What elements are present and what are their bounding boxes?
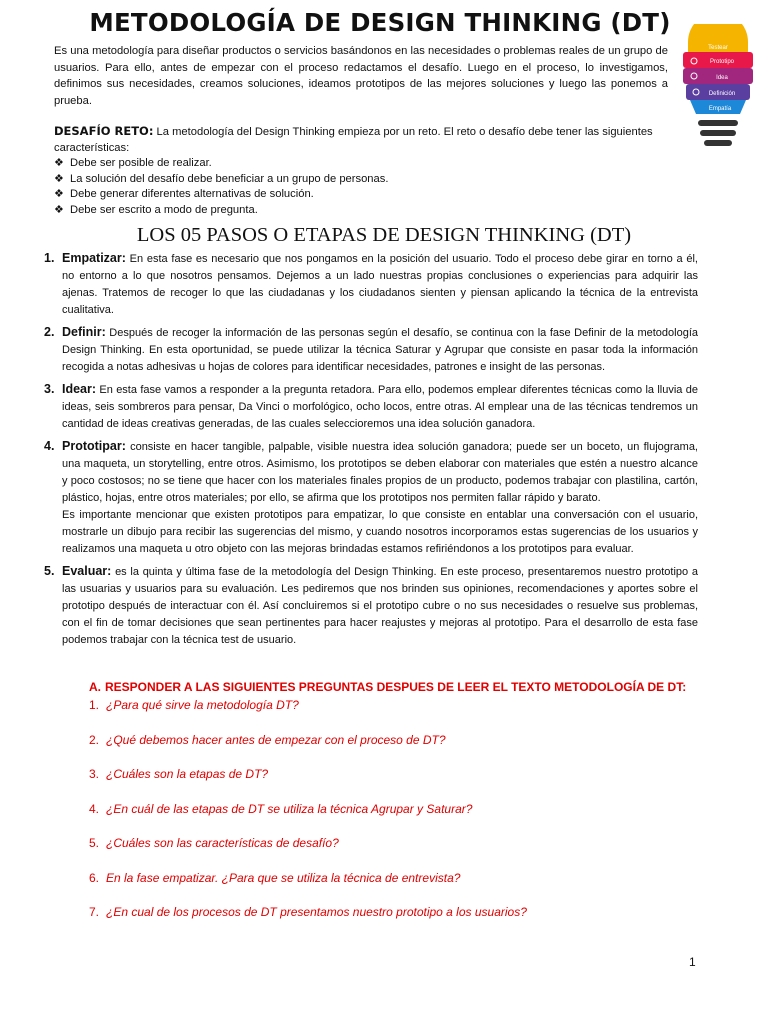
step-extra-paragraph: Es importante mencionar que existen prototipos para empatizar, lo que consiste en entablar una conversación con el usuario, mostrarle un dibujo para recibir las sugerencias del mismo, y cuando nosotros incorporamos estas sugerencias de los usuarios y realizamos una maqueta u otro objeto con las mejoras brindadas estamos refiriéndonos a los prototipos para evaluar. [62,509,698,555]
step-name: Definir: [62,325,106,339]
question-number: 1. [89,698,100,712]
section-title: LOS 05 PASOS O ETAPAS DE DESIGN THINKING (DT) [136,224,632,246]
bullet-text: Debe ser escrito a modo de pregunta. [70,203,258,216]
challenge-text: La metodología del Design Thinking empieza por un reto. El reto o desafío debe tener las siguientes características: [54,126,653,154]
step-name: Empatizar: [62,251,126,265]
step-text: En esta fase es necesario que nos pongamos en la posición del usuario. Todo el proceso debe girar en torno a él, no entorno a lo que nosotros pensamos. Dejemos a un lado nuestras propias conclusiones o experiencias para adquirir las ajenas. Tratemos de recoger lo que las ciudadanas y los ciudadanos sienten y piensan aplicando la técnica de la entrevista cualitativa. [62,253,698,316]
diamond-bullet-icon: ❖ [54,203,64,216]
diamond-bullet-icon: ❖ [54,172,64,185]
page-number: 1 [689,955,696,969]
step-number: 3. [44,382,55,396]
questions-list [89,698,689,940]
question-item [89,698,689,733]
step-empatizar [40,250,698,319]
bulb-label-testear: Testear [708,45,728,51]
question-number: 3. [89,767,100,781]
step-definir [40,324,698,376]
question-item [89,733,689,768]
step-text: Después de recoger la información de las personas según el desafío, se continua con la fase Definir de la metodología Design Thinking. En esta oportunidad, se puede utilizar la técnica Saturar y Agrupar que consiste en pasar toda la información recogida a notas adhesivas u hojas de colores para identificar necesidades, patrones e insight de las personas. [62,327,698,373]
intro-paragraph: Es una metodología para diseñar productos o servicios basándonos en las necesidades o problemas reales de un grupo de usuarios. Para ello, antes de empezar con el proceso redactamos el desafío. Luego en el proceso, lo investigamos, definimos sus necesidades, creamos soluciones, ideamos prototipos de las mejores soluciones y luego las ponemos a prueba. [54,45,668,107]
bullet-text: Debe generar diferentes alternativas de solución. [70,188,314,200]
question-text: ¿En cual de los procesos de DT presentamos nuestro prototipo a los usuarios? [106,905,527,919]
questions-heading [89,680,689,698]
step-evaluar [40,563,698,649]
step-prototipar [40,438,698,558]
step-number: 5. [44,564,55,578]
bulb-base-3 [704,140,732,146]
bullet-item [54,172,668,188]
questions-heading-number: A. [89,680,101,694]
step-name: Idear: [62,382,97,396]
question-item [89,836,689,871]
question-number: 4. [89,801,100,816]
step-name: Prototipar: [62,439,126,453]
step-number: 4. [44,439,55,453]
question-text: ¿Cuáles son las características de desafío? [106,836,339,850]
bulb-label-definicion: Definición [708,91,736,97]
question-number: 6. [89,870,100,885]
step-text: En esta fase vamos a responder a la pregunta retadora. Para ello, podemos emplear diferentes técnicas como la lluvia de ideas, seis sombreros para pensar, Da Vinci o morfológico, ocho locos, entre otras. Al emplear una de las técnicas tendremos un cantidad de ideas creativas generadas, de las cuales seleccioremos una idea solución ganadora. [62,384,698,430]
step-idear [40,381,698,433]
bulb-label-idea: Idea [716,75,728,81]
design-thinking-lightbulb-graphic [678,24,758,150]
question-item [89,871,689,906]
question-number: 2. [89,732,100,747]
page-title: METODOLOGÍA DE DESIGN THINKING (DT) [89,8,671,37]
step-text: consiste en hacer tangible, palpable, visible nuestra idea solución ganadora; puede ser un boceto, un flujograma, una maqueta, un storytelling, entre otros. Asimismo, los prototipos se deben elaborar con materiales que estén a nuestro alcance y poco costosos; no se tiene que hacer con los materiales finales propios de un producto, podemos trabajar con plastilina, cartón, plástico, hojas, entre otros materiales; por ello, se afirma que los prototipos nos permiten fallar rápido y barato. [62,441,698,504]
bulb-label-prototipo: Prototipo [709,59,735,65]
question-item [89,767,689,802]
challenge-label: DESAFÍO RETO: [54,124,154,138]
diamond-bullet-icon: ❖ [54,188,64,200]
question-text: ¿Cuáles son la etapas de DT? [106,767,269,781]
step-number: 2. [44,325,55,339]
bullet-text: Debe ser posible de realizar. [70,157,212,169]
bullet-item [54,156,668,172]
challenge-section [54,124,668,218]
bullet-item [54,187,668,203]
question-text: ¿Para qué sirve la metodología DT? [106,698,299,712]
challenge-paragraph [54,124,668,156]
question-item [89,802,689,837]
question-item [89,905,689,940]
diamond-bullet-icon: ❖ [54,157,64,169]
bulb-base-2 [700,130,736,136]
bullet-item [54,203,668,219]
questions-heading-text: RESPONDER A LAS SIGUIENTES PREGUNTAS DESPUES DE LEER EL TEXTO METODOLOGÍA DE DT: [105,680,687,694]
challenge-bullet-list [54,156,668,218]
bulb-label-empatia: Empatía [708,106,732,112]
step-name: Evaluar: [62,564,112,578]
step-number: 1. [44,251,55,265]
bullet-text: La solución del desafío debe beneficiar a un grupo de personas. [70,172,389,185]
question-text: En la fase empatizar. ¿Para que se utiliza la técnica de entrevista? [106,870,461,885]
question-text: ¿Qué debemos hacer antes de empezar con el proceso de DT? [106,732,446,747]
step-text: es la quinta y última fase de la metodología del Design Thinking. En este proceso, presentaremos nuestro prototipo a las usuarias y usuarios para su evaluación. Les pediremos que nos brinden sus opiniones, recomendaciones y aportes sobre el prototipo después de interactuar con él. Así concluiremos si el prototipo cubre o no sus necesidades o resuelve sus problemas, con el fin de tomar decisiones que sean pertinentes para hacer reajustes y mejoras al prototipo. Para el desarrollo de esta fase podemos trabajar con la técnica test de usuario. [62,566,698,646]
question-number: 7. [89,905,100,919]
question-text: ¿En cuál de las etapas de DT se utiliza la técnica Agrupar y Saturar? [106,801,473,816]
questions-section [89,680,689,940]
steps-list [40,250,698,654]
bulb-base-1 [698,120,738,126]
question-number: 5. [89,836,100,850]
